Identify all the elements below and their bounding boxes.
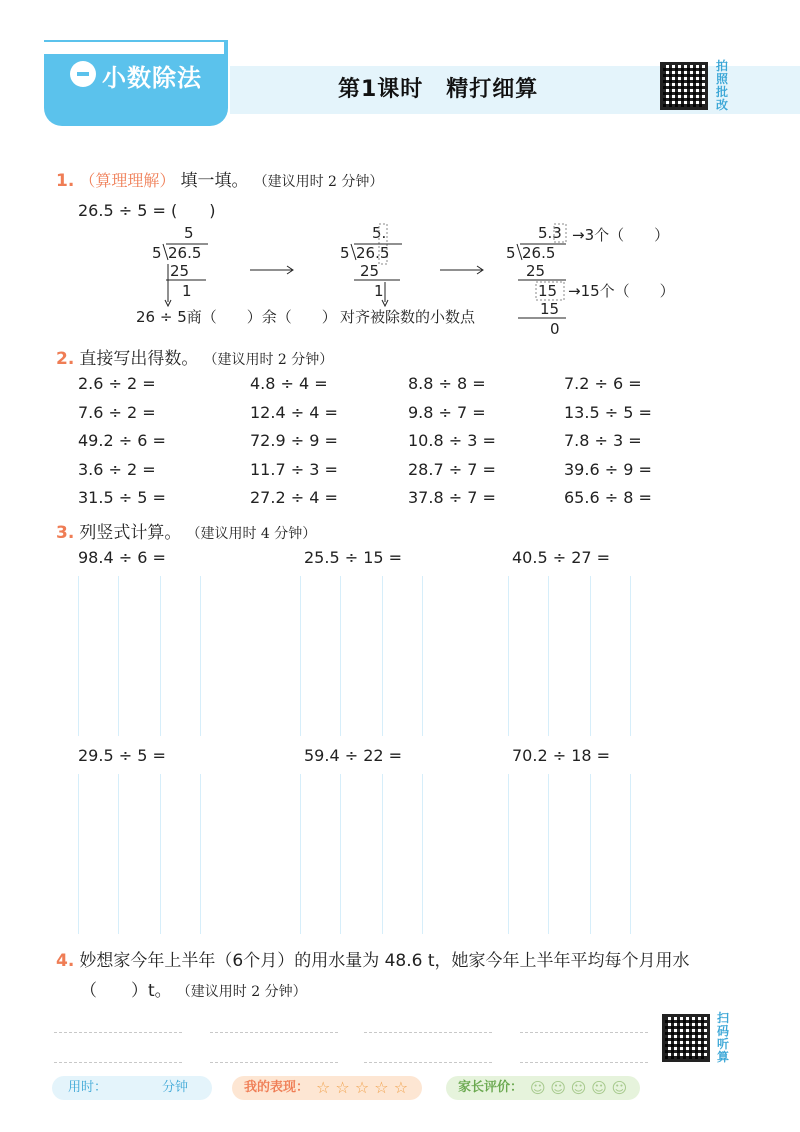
mental-math-item: 7.8 ÷ 3 = <box>564 431 642 451</box>
answer-line[interactable] <box>364 1032 492 1033</box>
q1-note-1: 26 ÷ 5商（ ）余（ ） <box>136 308 337 326</box>
mental-math-item: 11.7 ÷ 3 = <box>250 459 338 479</box>
answer-line[interactable] <box>210 1062 338 1063</box>
grid-line <box>630 576 631 736</box>
grid-line <box>160 774 161 934</box>
step3-remainder1: 15 <box>538 282 558 300</box>
time-hint: （建议用时 2 分钟） <box>203 352 334 368</box>
mental-math-item: 39.6 ÷ 9 = <box>564 459 652 479</box>
time-used-box <box>52 1076 212 1100</box>
qr-caption-top: 拍照批改 <box>716 59 729 112</box>
step2-quotient: 5. <box>372 224 387 242</box>
step2-divisor: 5 <box>340 244 350 262</box>
grid-line <box>78 774 79 934</box>
qr-caption-bottom: 扫码听算 <box>717 1011 730 1064</box>
step1-dividend: 26.5 <box>168 244 202 262</box>
mental-math-item: 31.5 ÷ 5 = <box>78 488 166 508</box>
parent-evaluation-box <box>446 1076 640 1100</box>
mental-math-item: 8.8 ÷ 8 = <box>408 374 486 393</box>
grid-line <box>160 576 161 736</box>
step2-remainder: 1 <box>374 282 384 300</box>
question-number: 1. <box>56 171 75 191</box>
grid-line <box>340 774 341 934</box>
grid-line <box>630 774 631 934</box>
division-step-1 <box>152 224 208 306</box>
grid-line <box>340 576 341 736</box>
grid-line <box>590 576 591 736</box>
question-text-cont: （ ）t。 <box>80 981 172 1001</box>
q1-note-2: 对齐被除数的小数点 <box>340 308 476 326</box>
grid-line <box>548 576 549 736</box>
mental-math-item: 13.5 ÷ 5 = <box>564 402 652 422</box>
time-hint: （建议用时 4 分钟） <box>186 526 317 542</box>
qr-code-icon[interactable] <box>662 1014 710 1062</box>
time-unit: 分钟 <box>162 1080 189 1095</box>
vertical-problem: 98.4 ÷ 6 = <box>78 548 166 567</box>
division-step-3 <box>506 224 675 338</box>
mental-math-item: 27.2 ÷ 4 = <box>250 488 338 508</box>
grid-line <box>508 774 509 934</box>
step2-dividend: 26.5 <box>356 244 390 262</box>
answer-line[interactable] <box>520 1062 648 1063</box>
grid-line <box>422 774 423 934</box>
question-2-header <box>56 344 333 369</box>
step3-divisor: 5 <box>506 244 516 262</box>
question-number: 3. <box>56 523 75 543</box>
parent-label: 家长评价： <box>458 1080 524 1095</box>
mental-math-item: 65.6 ÷ 8 = <box>564 488 652 508</box>
q1-equation: 26.5 ÷ 5 = ( ) <box>78 201 216 220</box>
question-1-header <box>56 166 383 191</box>
mental-math-item: 7.2 ÷ 6 = <box>564 374 642 393</box>
grid-line <box>118 576 119 736</box>
question-text: 直接写出得数。 <box>79 349 199 369</box>
grid-line <box>118 774 119 934</box>
smiley-rating-icons[interactable]: ☺ ☺ ☺ ☺ ☺ <box>530 1079 628 1097</box>
step1-remainder: 1 <box>182 282 192 300</box>
question-tag: （算理理解） <box>79 171 176 190</box>
vertical-problem: 25.5 ÷ 15 = <box>304 548 403 567</box>
mental-math-item: 10.8 ÷ 3 = <box>408 431 496 451</box>
answer-line[interactable] <box>54 1032 182 1033</box>
mental-math-item: 37.8 ÷ 7 = <box>408 488 496 508</box>
question-text: 列竖式计算。 <box>79 523 182 543</box>
time-hint: （建议用时 2 分钟） <box>176 984 307 1000</box>
mental-math-item: 3.6 ÷ 2 = <box>78 459 156 479</box>
grid-line <box>300 774 301 934</box>
vertical-problem: 29.5 ÷ 5 = <box>78 746 166 765</box>
step1-sub: 25 <box>170 262 190 280</box>
answer-line[interactable] <box>54 1062 182 1063</box>
question-text: 妙想家今年上半年（6个月）的用水量为 48.6 t，她家今年上半年平均每个月用水 <box>79 951 690 971</box>
grid-line <box>382 576 383 736</box>
time-label: 用时： <box>68 1080 108 1095</box>
star-rating-icons[interactable]: ☆ ☆ ☆ ☆ ☆ <box>316 1078 409 1097</box>
question-number: 4. <box>56 951 75 971</box>
vertical-problem: 59.4 ÷ 22 = <box>304 746 403 765</box>
grid-line <box>300 576 301 736</box>
grid-line <box>508 576 509 736</box>
step3-sub2: 15 <box>540 300 560 318</box>
mental-math-item: 49.2 ÷ 6 = <box>78 431 166 451</box>
mental-math-item: 28.7 ÷ 7 = <box>408 459 496 479</box>
grid-line <box>548 774 549 934</box>
chapter-strip <box>0 42 224 54</box>
step1-quotient: 5 <box>184 224 194 242</box>
vertical-problem: 40.5 ÷ 27 = <box>512 548 611 567</box>
question-3-header <box>56 518 316 543</box>
label-b: →15个（ ） <box>568 282 675 300</box>
question-number: 2. <box>56 349 75 369</box>
grid-line <box>422 576 423 736</box>
chapter-title: 小数除法 <box>102 64 202 92</box>
step2-sub: 25 <box>360 262 380 280</box>
step3-quotient: 5.3 <box>538 224 562 242</box>
step3-dividend: 26.5 <box>522 244 556 262</box>
question-4-line-2 <box>80 976 307 1001</box>
step3-remainder2: 0 <box>550 320 560 338</box>
answer-line[interactable] <box>210 1032 338 1033</box>
division-step-2 <box>340 224 402 306</box>
step3-sub1: 25 <box>526 262 546 280</box>
mental-math-item: 12.4 ÷ 4 = <box>250 402 338 422</box>
step1-divisor: 5 <box>152 244 162 262</box>
answer-line[interactable] <box>520 1032 648 1033</box>
grid-line <box>590 774 591 934</box>
mental-math-item: 2.6 ÷ 2 = <box>78 374 156 393</box>
question-text: 填一填。 <box>180 171 249 191</box>
chapter-number-icon <box>70 61 96 87</box>
grid-line <box>200 774 201 934</box>
mental-math-item: 9.8 ÷ 7 = <box>408 402 486 422</box>
grid-line <box>200 576 201 736</box>
label-a: →3个（ ） <box>572 226 670 244</box>
grid-line <box>382 774 383 934</box>
performance-box <box>232 1076 422 1100</box>
time-hint: （建议用时 2 分钟） <box>253 174 384 190</box>
lesson-title: 第1课时 精打细算 <box>338 77 539 102</box>
mental-math-item: 4.8 ÷ 4 = <box>250 374 328 393</box>
mental-math-item: 7.6 ÷ 2 = <box>78 402 156 422</box>
question-4-header <box>56 946 690 971</box>
mental-math-item: 72.9 ÷ 9 = <box>250 431 338 451</box>
performance-label: 我的表现： <box>244 1080 310 1095</box>
grid-line <box>78 576 79 736</box>
qr-code-icon[interactable] <box>660 62 708 110</box>
answer-line[interactable] <box>364 1062 492 1063</box>
vertical-problem: 70.2 ÷ 18 = <box>512 746 611 765</box>
